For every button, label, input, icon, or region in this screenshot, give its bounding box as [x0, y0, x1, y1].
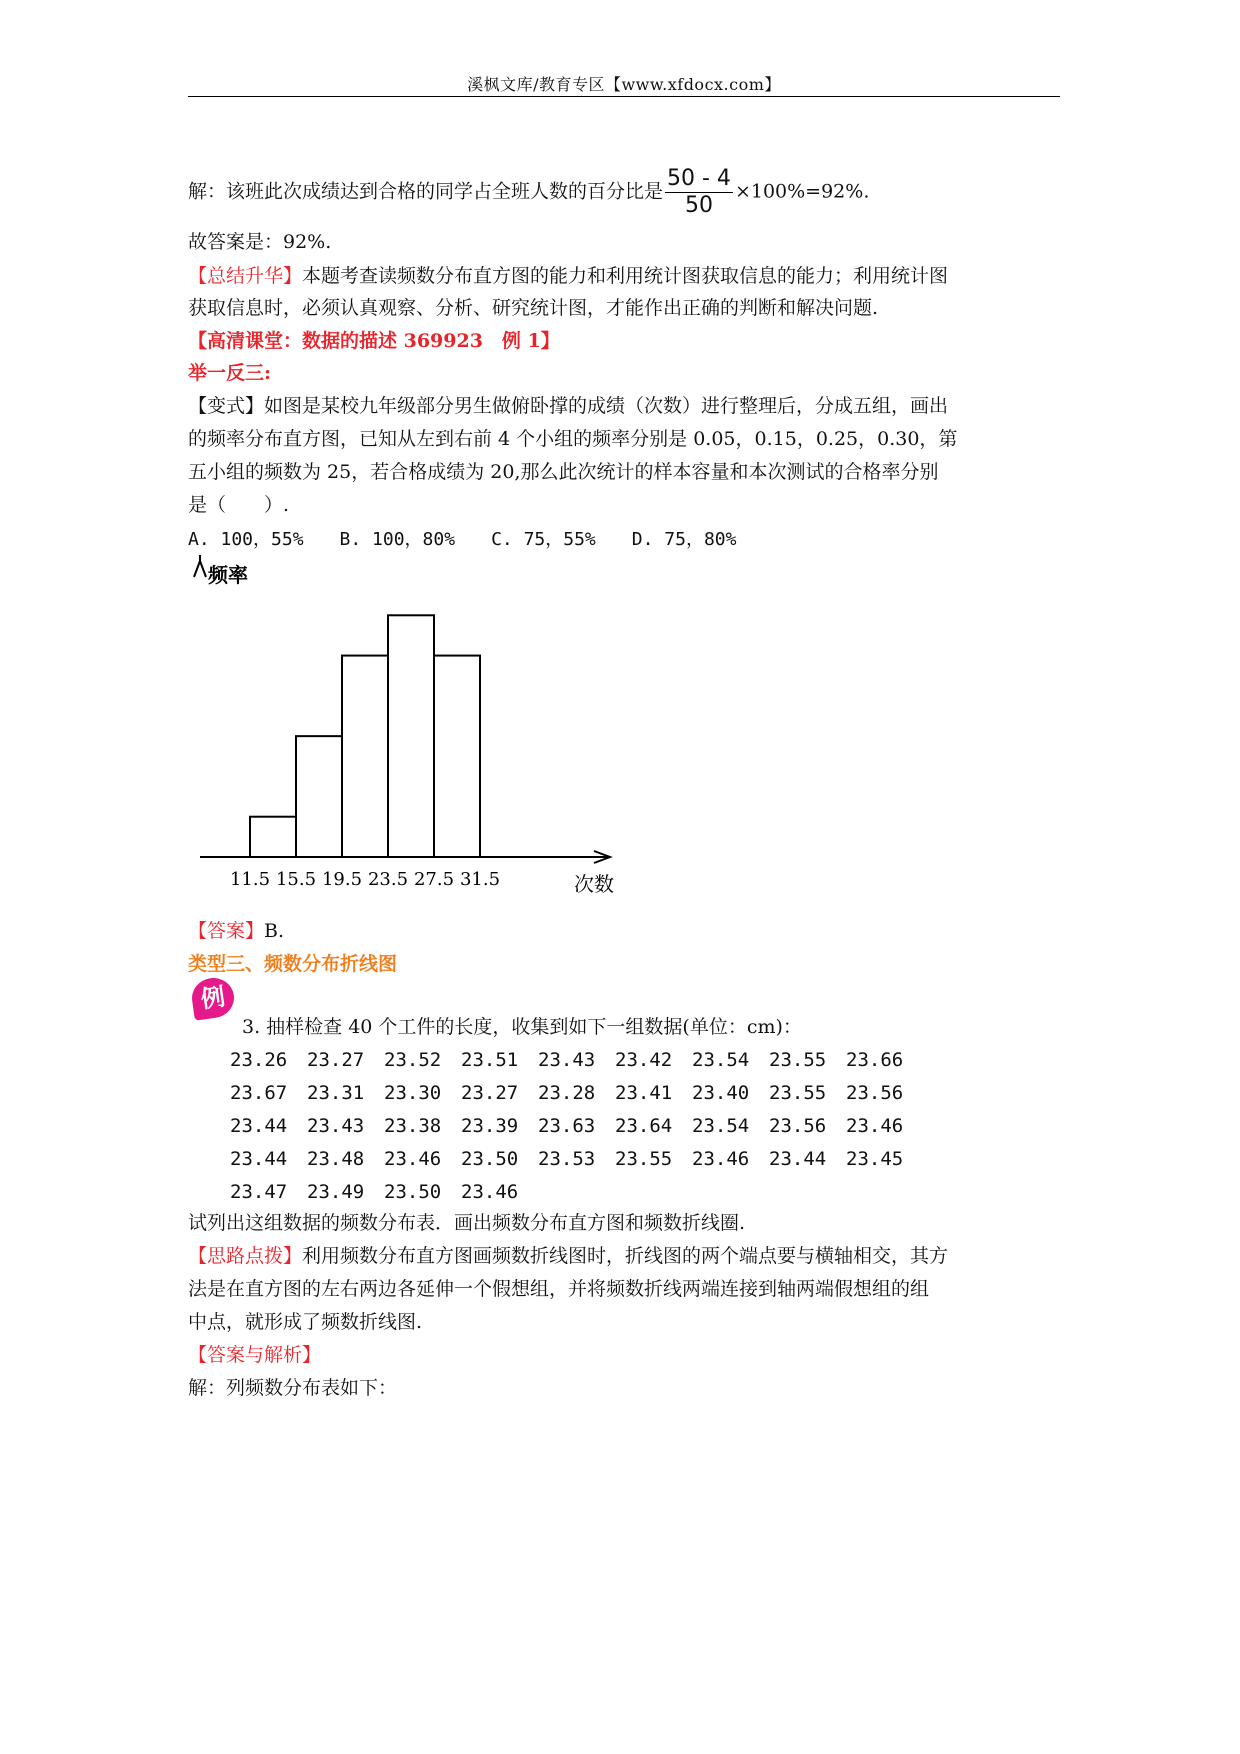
table-cell: 23.31 — [307, 1081, 365, 1104]
answer-tag: 【答案】 — [188, 920, 265, 942]
answer-line: 故答案是：92%. — [188, 231, 332, 253]
table-cell: 23.45 — [846, 1147, 904, 1170]
variant-line-2: 的频率分布直方图，已知从左到右前 4 个小组的频率分别是 0.05，0.15，0.25，0.30，第 — [188, 428, 958, 450]
table-row — [230, 1076, 923, 1109]
summary-tag: 【总结升华】 — [188, 265, 303, 287]
header-divider — [188, 96, 1060, 97]
histogram-bar — [434, 656, 480, 857]
x-tick-label: 19.5 — [321, 869, 363, 890]
histogram-bar — [342, 656, 388, 857]
variant-text-1: 如图是某校九年级部分男生做俯卧撑的成绩（次数）进行整理后，分成五组，画出 — [264, 395, 949, 417]
histogram-bar — [296, 736, 342, 857]
variant-line-1 — [188, 392, 1060, 420]
hint-tag: 【思路点拨】 — [188, 1245, 303, 1267]
hint-line-3: 中点，就形成了频数折线图. — [188, 1311, 423, 1333]
table-cell: 23.27 — [307, 1048, 365, 1071]
table-cell: 23.38 — [384, 1114, 442, 1137]
table-cell: 23.50 — [461, 1147, 519, 1170]
table-cell: 23.44 — [769, 1147, 827, 1170]
summary-text-1: 本题考查读频数分布直方图的能力和利用统计图获取信息的能力；利用统计图 — [302, 265, 949, 287]
type3-heading: 类型三、频数分布折线图 — [188, 953, 398, 975]
x-tick-label: 27.5 — [413, 869, 455, 890]
answer-row — [188, 917, 1060, 945]
y-axis-label: 频率 — [208, 563, 248, 587]
fraction — [665, 166, 733, 219]
table-cell: 23.44 — [230, 1147, 288, 1170]
table-cell: 23.55 — [615, 1147, 673, 1170]
summary-line-1 — [188, 262, 1060, 290]
hint-line-1 — [188, 1242, 1060, 1270]
table-cell: 23.49 — [307, 1180, 365, 1203]
x-tick-label: 23.5 — [367, 869, 409, 890]
jyfs-heading: 举一反三: — [188, 362, 272, 384]
table-cell: 23.56 — [846, 1081, 904, 1104]
table-cell: 23.43 — [307, 1114, 365, 1137]
solution-line — [188, 166, 1060, 219]
solution-prefix: 解：该班此次成绩达到合格的同学占全班人数的百分比是 — [188, 180, 664, 203]
table-cell: 23.39 — [461, 1114, 519, 1137]
table-cell: 23.54 — [692, 1048, 750, 1071]
y-axis-arrow-icon — [194, 561, 206, 577]
variant-line-4: 是（ ）. — [188, 494, 290, 516]
hd-class-heading: 【高清课堂：数据的描述 369923 例 1】 — [188, 330, 560, 352]
table-cell: 23.51 — [461, 1048, 519, 1071]
histogram-tick-labels — [230, 869, 500, 890]
variant-line-3: 五小组的频数为 25，若合格成绩为 20,那么此次统计的样本容量和本次测试的合格率分别 — [188, 461, 939, 483]
table-cell: 23.47 — [230, 1180, 288, 1203]
answer-value: B. — [264, 920, 285, 942]
table-row — [230, 1043, 923, 1076]
table-cell: 23.40 — [692, 1081, 750, 1104]
table-cell: 23.63 — [538, 1114, 596, 1137]
table-cell: 23.30 — [384, 1081, 442, 1104]
table-row — [230, 1109, 923, 1142]
table-cell: 23.41 — [615, 1081, 673, 1104]
sample-data-table — [230, 1043, 923, 1208]
table-cell: 23.46 — [846, 1114, 904, 1137]
x-tick-label: 11.5 — [229, 869, 271, 890]
x-axis-label: 次数 — [574, 872, 614, 895]
x-tick-label: 31.5 — [459, 869, 501, 890]
fraction-denominator: 50 — [684, 193, 713, 218]
table-row — [230, 1175, 923, 1208]
table-cell: 23.27 — [461, 1081, 519, 1104]
table-cell: 23.48 — [307, 1147, 365, 1170]
table-cell: 23.56 — [769, 1114, 827, 1137]
summary-line-2: 获取信息时，必须认真观察、分析、研究统计图，才能作出正确的判断和解决问题. — [188, 297, 879, 319]
table-cell: 23.26 — [230, 1048, 288, 1071]
table-row — [230, 1142, 923, 1175]
table-cell: 23.55 — [769, 1081, 827, 1104]
answer-options: A. 100，55% B. 100，80% C. 75，55% D. 75，80% — [188, 529, 737, 550]
fraction-numerator: 50 - 4 — [667, 166, 731, 191]
table-cell: 23.66 — [846, 1048, 904, 1071]
table-cell: 23.28 — [538, 1081, 596, 1104]
table-cell: 23.46 — [461, 1180, 519, 1203]
x-tick-label: 15.5 — [275, 869, 317, 890]
hint-line-2: 法是在直方图的左右两边各延伸一个假想组，并将频数折线两端连接到轴两端假想组的组 — [188, 1278, 930, 1300]
table-cell: 23.46 — [384, 1147, 442, 1170]
table-cell: 23.53 — [538, 1147, 596, 1170]
histogram-bar — [388, 615, 434, 857]
variant-tag: 【变式】 — [188, 395, 265, 417]
table-cell: 23.64 — [615, 1114, 673, 1137]
table-cell: 23.52 — [384, 1048, 442, 1071]
example-task: 试列出这组数据的频数分布表．画出频数分布直方图和频数折线圈. — [188, 1212, 746, 1234]
answer-analysis-tag: 【答案与解析】 — [188, 1344, 322, 1366]
table-cell: 23.54 — [692, 1114, 750, 1137]
solution-suffix: ×100%=92%. — [734, 180, 870, 203]
table-cell: 23.50 — [384, 1180, 442, 1203]
hint-text-1: 利用频数分布直方图画频数折线图时，折线图的两个端点要与横轴相交，其方 — [302, 1245, 949, 1267]
example-badge-icon: 例 — [189, 975, 236, 1020]
final-line: 解：列频数分布表如下： — [188, 1377, 398, 1399]
example-stem: 3. 抽样检查 40 个工件的长度，收集到如下一组数据(单位：cm)： — [242, 1016, 802, 1038]
table-cell: 23.67 — [230, 1081, 288, 1104]
histogram-bars — [250, 615, 480, 857]
page-header: 溪枫文库/教育专区【www.xfdocx.com】 — [467, 75, 781, 94]
frequency-histogram — [180, 555, 620, 895]
table-cell: 23.43 — [538, 1048, 596, 1071]
table-cell: 23.44 — [230, 1114, 288, 1137]
table-cell: 23.46 — [692, 1147, 750, 1170]
table-cell: 23.55 — [769, 1048, 827, 1071]
histogram-bar — [250, 817, 296, 857]
table-cell: 23.42 — [615, 1048, 673, 1071]
